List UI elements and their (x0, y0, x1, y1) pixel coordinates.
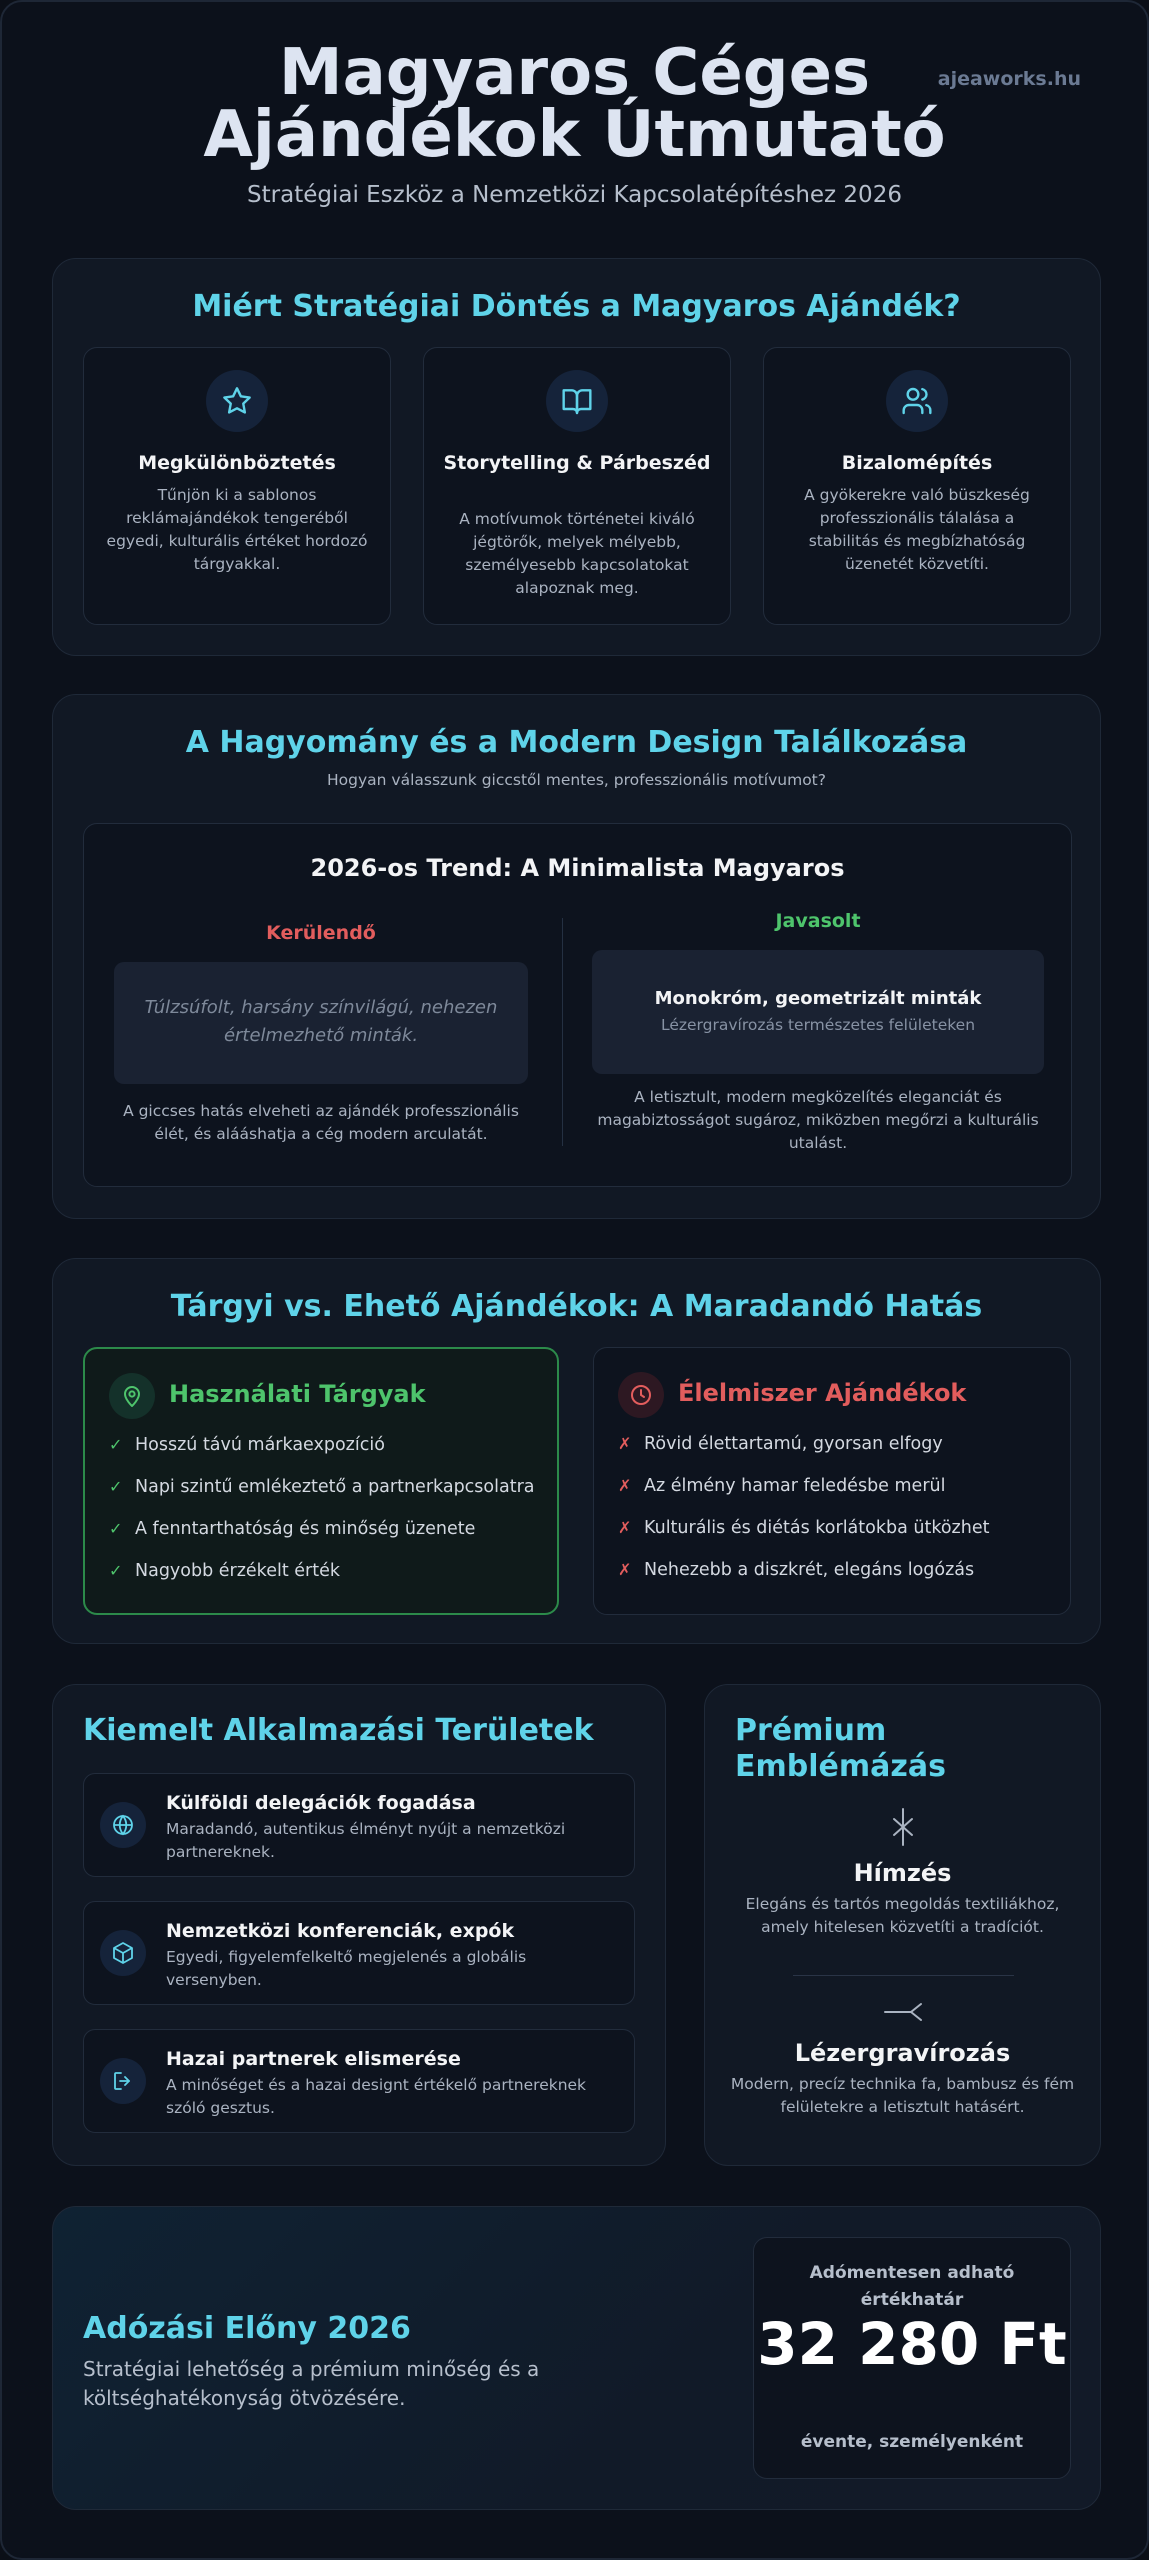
divider (793, 1975, 1014, 1976)
feature-card (423, 347, 731, 625)
applications-section (52, 1684, 666, 2166)
feature-title: Bizalomépítés (841, 452, 993, 474)
technique-title: Lézergravírozás (794, 2039, 1011, 2067)
divider (562, 918, 563, 1146)
compare-section (52, 1258, 1101, 1644)
book-icon (546, 370, 608, 432)
application-title: Külföldi delegációk fogadása (166, 1792, 476, 1814)
technique-text: Modern, precíz technika fa, bambusz és fém felületekre a letisztult hatásért. (730, 2075, 1075, 2116)
check-icon: ✓ (109, 1435, 123, 1454)
physical-gifts-column (83, 1347, 559, 1615)
recommended-note: A letisztult, modern megközelítés eleganciát és magabiztosságot sugároz, miközben megőrzi a kulturális utalást. (597, 1088, 1039, 1152)
avoid-note: A giccses hatás elveheti az ajándék professzionális élét, és alááshatja a cég modern arculatát. (123, 1102, 519, 1143)
list-item: ✓ Napi szintű emlékeztető a partnerkapcsolatra (109, 1477, 535, 1497)
application-text: A minőséget és a hazai designt értékelő partnereknek szóló gesztus. (166, 2076, 587, 2117)
avoid-example-text: Túlzsúfolt, harsány színvilágú, nehezen értelmezhető minták. (144, 997, 498, 1046)
application-title: Hazai partnerek elismerése (166, 2048, 461, 2070)
recommended-example-title: Monokróm, geometrizált minták (654, 988, 982, 1009)
why-title: Miért Stratégiai Döntés a Magyaros Ajándék? (192, 289, 961, 324)
laser-icon (725, 1997, 1080, 2031)
tax-limit-label: Adómentesen adható értékhatár (809, 2263, 1015, 2310)
trend-panel (83, 823, 1072, 1187)
list-item: ✗ Kulturális és diétás korlátokba ütközhet (618, 1518, 990, 1538)
food-gifts-column (593, 1347, 1071, 1615)
application-title: Nemzetközi konferenciák, expók (166, 1920, 515, 1942)
tax-limit-box (753, 2237, 1071, 2479)
application-card (83, 1773, 635, 1877)
recommended-label: Javasolt (775, 910, 861, 932)
premium-title: Prémium Emblémázás (735, 1713, 946, 1784)
needle-icon (725, 1807, 1080, 1851)
tax-title: Adózási Előny 2026 (83, 2311, 411, 2346)
cross-icon: ✗ (618, 1518, 632, 1537)
tax-limit-note: évente, személyenként (800, 2432, 1024, 2452)
application-card (83, 2029, 635, 2133)
recommended-example (592, 950, 1044, 1074)
technique-engraving (725, 1997, 1080, 2119)
technique-text: Elegáns és tartós megoldás textiliákhoz, amely hitelesen közvetíti a tradíciót. (745, 1895, 1060, 1936)
clock-icon (618, 1372, 664, 1418)
cons-list (618, 1434, 1050, 1602)
technique-title: Hímzés (853, 1859, 952, 1887)
check-icon: ✓ (109, 1561, 123, 1580)
trend-title: 2026-os Trend: A Minimalista Magyaros (310, 854, 845, 882)
tax-text: Stratégiai lehetőség a prémium minőség és a költséghatékonyság ötvözésére. (83, 2357, 540, 2410)
feature-title: Storytelling & Párbeszéd (443, 452, 711, 474)
list-item: ✗ Az élmény hamar feledésbe merül (618, 1476, 946, 1496)
log-out-icon (100, 2058, 146, 2104)
application-text: Maradandó, autentikus élményt nyújt a nemzetközi partnereknek. (166, 1820, 566, 1861)
users-icon (886, 370, 948, 432)
map-pin-icon (109, 1373, 155, 1419)
check-icon: ✓ (109, 1519, 123, 1538)
premium-section (704, 1684, 1101, 2166)
feature-text: A motívumok történetei kiváló jégtörők, melyek mélyebb, személyesebb kapcsolatokat alapoznak meg. (459, 510, 695, 597)
list-item: ✗ Nehezebb a diszkrét, elegáns logózás (618, 1560, 975, 1580)
application-card (83, 1901, 635, 2005)
list-item: ✗ Rövid élettartamú, gyorsan elfogy (618, 1434, 943, 1454)
pros-list (109, 1435, 537, 1603)
tradition-subtitle: Hogyan válasszunk giccstől mentes, professzionális motívumot? (327, 771, 826, 789)
tax-section (52, 2206, 1101, 2510)
recommended-example-sub: Lézergravírozás természetes felületeken (660, 1016, 976, 1034)
page-subtitle: Stratégiai Eszköz a Nemzetközi Kapcsolatépítéshez 2026 (247, 182, 902, 208)
list-item: ✓ A fenntarthatóság és minőség üzenete (109, 1519, 476, 1539)
application-text: Egyedi, figyelemfelkeltő megjelenés a globális versenyben. (166, 1948, 527, 1989)
feature-text: Tűnjön ki a sablonos reklámajándékok tengeréből egyedi, kulturális értéket hordozó tárgyakkal. (106, 486, 368, 573)
compare-title: Tárgyi vs. Ehető Ajándékok: A Maradandó Hatás (170, 1289, 983, 1324)
avoid-example (114, 962, 528, 1084)
avoid-label: Kerülendő (266, 922, 376, 944)
cross-icon: ✗ (618, 1434, 632, 1453)
tradition-title: A Hagyomány és a Modern Design Találkozása (185, 725, 968, 760)
brand-watermark: ajeaworks.hu (937, 68, 1081, 90)
star-icon (206, 370, 268, 432)
cross-icon: ✗ (618, 1476, 632, 1495)
technique-embroidery (725, 1807, 1080, 1939)
list-item: ✓ Hosszú távú márkaexpozíció (109, 1435, 385, 1455)
feature-title: Megkülönböztetés (138, 452, 336, 474)
food-gifts-title: Élelmiszer Ajándékok (678, 1379, 967, 1407)
page-title: Magyaros Céges Ajándékok Útmutató (203, 36, 946, 172)
globe-icon (100, 1802, 146, 1848)
tradition-section (52, 694, 1101, 1219)
box-icon (100, 1930, 146, 1976)
feature-card (763, 347, 1071, 625)
feature-text: A gyökerekre való büszkeség professzionális tálalása a stabilitás és megbízhatóság üzenetét közvetíti. (804, 486, 1030, 573)
why-section (52, 258, 1101, 656)
tax-limit-value: 32 280 Ft (757, 2310, 1067, 2378)
cross-icon: ✗ (618, 1560, 632, 1579)
list-item: ✓ Nagyobb érzékelt érték (109, 1561, 340, 1581)
applications-title: Kiemelt Alkalmazási Területek (83, 1713, 594, 1748)
feature-card (83, 347, 391, 625)
physical-gifts-title: Használati Tárgyak (169, 1380, 426, 1408)
check-icon: ✓ (109, 1477, 123, 1496)
